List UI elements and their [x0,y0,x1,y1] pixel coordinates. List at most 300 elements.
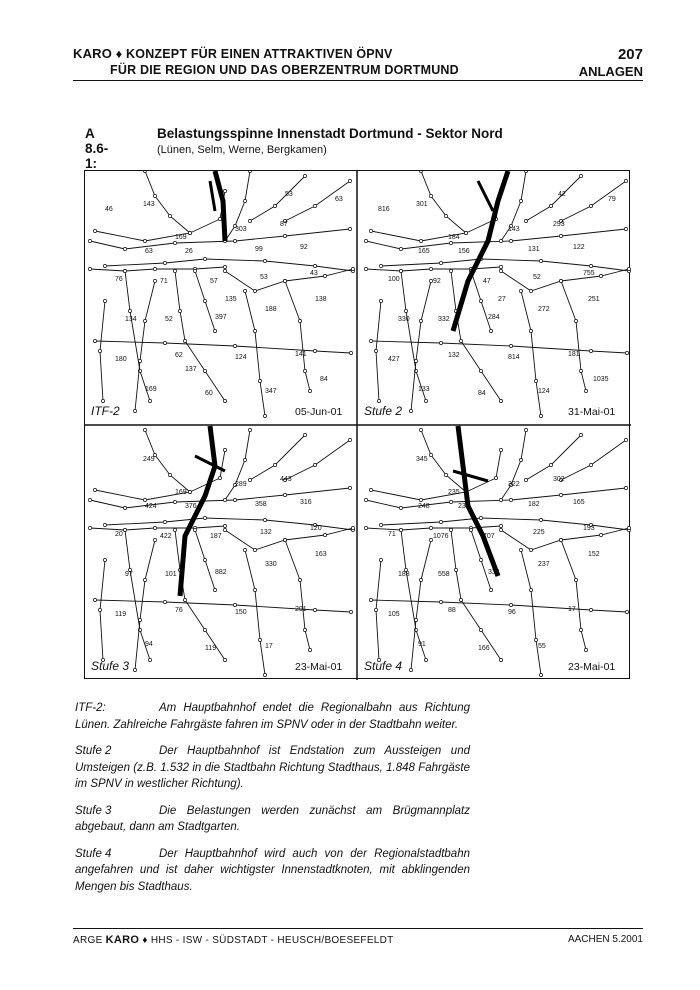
load-value: 358 [255,501,267,508]
load-value: 97 [125,571,133,578]
stop-marker [303,369,306,372]
stop-marker [303,628,306,631]
load-value: 235 [448,489,460,496]
stop-marker [263,259,266,262]
stop-marker [579,433,582,436]
load-value: 132 [448,352,460,359]
stop-marker [574,319,577,322]
route-line [95,341,351,353]
route-line [421,171,466,233]
stop-marker [579,369,582,372]
panel-label: Stufe 2 [364,404,403,418]
stop-marker [203,558,206,561]
stop-marker [133,409,136,412]
stop-marker [539,259,542,262]
stop-marker [524,171,527,173]
header-line1: KONZEPT FÜR EINEN ATTRAKTIVEN ÖPNV [126,47,393,61]
load-value: 169 [145,386,157,393]
stop-marker [351,267,354,270]
stop-marker [539,414,542,417]
stop-marker [351,526,354,529]
route-line [250,435,305,480]
stop-marker [479,516,482,519]
figure-title: Belastungsspinne Innenstadt Dortmund - Sektor Nord [157,126,503,141]
note-stufe4: Stufe 4 Der Hauptbahnhof wird auch von der Regionalstadtbahn angefahren und ist daher wichtigster Innenstadtknoten, mit abklingenden Mengen bis Stadthaus. [75,847,470,893]
stop-marker [313,204,316,207]
stop-marker [178,309,181,312]
stop-marker [188,490,191,493]
stop-marker [283,279,286,282]
stop-marker [399,506,402,509]
route-line [285,440,350,480]
stop-marker [123,269,126,272]
note-stufe3: Stufe 3 Die Belastungen werden zunächst am Brügmannplatz abgebaut, dann am Stadtgarten. [75,804,470,833]
load-value: 76 [175,607,183,614]
load-value: 26 [185,248,193,255]
load-value: 92 [433,278,441,285]
load-value: 133 [418,386,430,393]
panel-date: 05-Jun-01 [295,406,343,418]
stop-marker [379,523,382,526]
stop-marker [193,269,196,272]
stop-marker [549,204,552,207]
stop-marker [163,520,166,523]
stop-marker [364,526,367,529]
stop-marker [103,558,106,561]
load-value: 284 [488,314,500,321]
stop-marker [313,264,316,267]
stop-marker [509,344,512,347]
stop-marker [138,618,141,621]
note-itf2: ITF-2: Am Hauptbahnhof endet die Regionalbahn aus Richtung Lünen. Zahlreiche Fahrgäste fahren im SPNV oder in der Stadtbahn weiter. [75,702,470,731]
stop-marker [429,453,432,456]
load-value: 92 [300,244,308,251]
stop-marker [479,558,482,561]
stop-marker [534,638,537,641]
footer-date: AACHEN 5.2001 [567,934,643,945]
load-value: 230 [458,503,470,510]
stop-marker [599,274,602,277]
stop-marker [183,598,186,601]
route-line [225,528,353,550]
stop-marker [253,588,256,591]
load-value: 137 [185,366,197,373]
stop-marker [579,628,582,631]
stop-marker [143,319,146,322]
stop-marker [233,239,236,242]
load-value: 166 [478,645,490,652]
load-value: 193 [583,525,595,532]
route-line [366,229,626,249]
heavy-load-line [195,456,225,471]
load-value: 122 [573,244,585,251]
stop-marker [399,269,402,272]
stop-marker [627,526,630,529]
stop-marker [348,227,351,230]
route-line [451,530,501,660]
heavy-load-line [478,181,493,211]
stop-marker [584,648,587,651]
map-panel [88,171,354,418]
load-value: 20 [115,531,123,538]
load-value: 427 [388,356,400,363]
load-value: 53 [285,191,293,198]
stop-marker [298,578,301,581]
stop-marker [439,261,442,264]
stop-marker [243,548,246,551]
stop-marker [349,610,352,613]
route-line [371,450,501,500]
stop-marker [364,239,367,242]
load-value: 53 [260,274,268,281]
stop-marker [374,349,377,352]
stop-marker [369,229,372,232]
stop-marker [223,528,226,531]
stop-marker [625,610,628,613]
stop-marker [223,265,226,268]
load-value: 163 [315,551,327,558]
load-value: 182 [528,501,540,508]
stop-marker [148,399,151,402]
stop-marker [138,359,141,362]
stop-marker [123,247,126,250]
load-value: 707 [483,533,495,540]
stop-marker [258,379,261,382]
stop-marker [559,279,562,282]
stop-marker [379,299,382,302]
load-value: 248 [418,503,430,510]
stop-marker [223,498,226,501]
load-value: 422 [160,533,172,540]
section-label: ANLAGEN [578,64,643,79]
stop-marker [168,214,171,217]
stop-marker [539,673,542,676]
stop-marker [444,473,447,476]
load-value: 237 [538,561,550,568]
stop-marker [93,598,96,601]
stop-marker [88,498,91,501]
stop-marker [539,518,542,521]
stop-marker [298,319,301,322]
footer-rule [73,928,643,929]
stop-marker [479,628,482,631]
stop-marker [188,231,191,234]
stop-marker [233,498,236,501]
load-value: 84 [320,376,328,383]
load-value: 79 [608,196,616,203]
stop-marker [308,648,311,651]
stop-marker [349,351,352,354]
route-line [135,540,155,670]
map-panel [88,426,354,677]
route-line [245,550,265,675]
load-value: 60 [205,390,213,397]
stop-marker [248,428,251,431]
load-value: 71 [160,278,168,285]
stop-marker [203,369,206,372]
stop-marker [589,264,592,267]
load-value: 188 [398,571,410,578]
route-line [225,430,250,500]
stop-marker [529,548,532,551]
stop-marker [243,458,246,461]
stop-marker [168,473,171,476]
stop-marker [93,229,96,232]
stop-marker [213,329,216,332]
stop-marker [414,359,417,362]
stop-marker [348,438,351,441]
load-value: 119 [115,611,127,618]
diamond-icon: ♦ [142,935,148,946]
stop-marker [549,463,552,466]
stop-marker [323,274,326,277]
stop-marker [248,219,251,222]
route-line [561,540,586,650]
stop-marker [173,500,176,503]
load-value: 272 [538,306,550,313]
stop-marker [529,289,532,292]
load-value: 293 [553,221,565,228]
panel-date: 23-Mai-01 [568,661,616,673]
stop-marker [499,528,502,531]
route-line [561,181,626,221]
stop-marker [519,458,522,461]
load-value: 143 [143,201,155,208]
load-value: 249 [143,456,155,463]
stop-marker [203,628,206,631]
stop-marker [494,476,497,479]
figure-subtitle: (Lünen, Selm, Werne, Bergkamen) [157,144,327,156]
load-value: 443 [280,476,292,483]
stop-marker [348,486,351,489]
stop-marker [459,339,462,342]
load-value: 1035 [593,376,609,383]
load-value: 187 [210,533,222,540]
note-stufe2: Stufe 2 Der Hauptbahnhof ist Endstation zum Aussteigen und Umsteigen (z.B. 1.532 in die Stadtbahn Richtung Stadthaus, 1.848 Fahrgäste im SPNV in westlicher Richtung). [75,745,470,790]
stop-marker [509,603,512,606]
stop-marker [263,518,266,521]
stop-marker [223,448,226,451]
load-value: 96 [508,609,516,616]
stop-marker [98,349,101,352]
route-line [90,267,225,271]
route-line [95,191,225,241]
stop-marker [263,414,266,417]
load-value: 141 [295,351,307,358]
route-line [561,440,626,480]
stop-marker [153,267,156,270]
stop-marker [103,299,106,302]
load-value: 63 [335,196,343,203]
stop-marker [233,603,236,606]
stop-marker [263,673,266,676]
stop-marker [88,239,91,242]
stop-marker [479,369,482,372]
load-value: 76 [115,276,123,283]
stop-marker [499,524,502,527]
stop-marker [599,533,602,536]
load-value: 816 [378,206,390,213]
load-value: 150 [235,609,247,616]
stop-marker [499,269,502,272]
stop-marker [163,600,166,603]
stop-marker [203,299,206,302]
load-value: 156 [458,248,470,255]
route-line [366,488,626,508]
stop-marker [624,438,627,441]
load-value: 330 [398,316,410,323]
route-line [285,540,310,650]
stop-marker [183,339,186,342]
stop-marker [419,171,422,173]
stop-marker [519,548,522,551]
load-value: 91 [418,641,426,648]
stop-marker [529,588,532,591]
stop-marker [489,588,492,591]
load-value: 1076 [433,533,449,540]
route-line [561,281,586,391]
stop-marker [439,520,442,523]
route-line [95,600,351,612]
route-line [371,341,627,353]
route-line [90,229,350,249]
stop-marker [534,379,537,382]
stop-marker [98,608,101,611]
stop-marker [313,349,316,352]
stop-marker [203,516,206,519]
stop-marker [499,498,502,501]
load-value: 135 [225,296,237,303]
panel-date: 23-Mai-01 [295,661,343,673]
stop-marker [243,289,246,292]
stop-marker [243,199,246,202]
stop-marker [499,399,502,402]
load-value: 301 [416,201,428,208]
stop-marker [499,265,502,268]
load-value: 345 [416,456,428,463]
header-title [73,46,459,78]
stop-marker [273,204,276,207]
stop-marker [233,344,236,347]
route-line [371,600,627,612]
load-value: 120 [310,525,322,532]
stop-marker [128,309,131,312]
footer-brand: KARO [105,934,140,946]
header-rule [73,80,643,81]
load-value: 558 [438,571,450,578]
load-value: 303 [235,226,247,233]
load-value: 119 [205,645,217,652]
load-value: 63 [145,248,153,255]
stop-marker [213,588,216,591]
notes [75,700,470,905]
load-value: 814 [508,354,520,361]
stop-marker [143,171,146,173]
load-value: 289 [235,481,247,488]
load-value: 57 [210,278,218,285]
stop-marker [419,578,422,581]
stop-marker [258,638,261,641]
load-value: 180 [115,356,127,363]
stop-marker [624,227,627,230]
stop-marker [524,478,527,481]
stop-marker [369,339,372,342]
load-value: 169 [175,234,187,241]
load-value: 143 [508,226,520,233]
stop-marker [449,241,452,244]
load-value: 165 [418,248,430,255]
route-line [175,271,225,401]
stop-marker [519,199,522,202]
figure-id: A 8.6-1: [85,126,109,171]
stop-marker [153,194,156,197]
stop-marker [627,267,630,270]
load-value: 52 [165,316,173,323]
stop-marker [143,498,146,501]
load-value: 330 [265,561,277,568]
stop-marker [253,289,256,292]
stop-marker [429,267,432,270]
map-panel [364,426,631,677]
stop-marker [283,234,286,237]
stop-marker [449,528,452,531]
route-line [285,281,310,391]
panel-label: ITF-2 [91,404,120,418]
panel-label: Stufe 4 [364,659,403,673]
load-value: 17 [568,606,576,613]
stop-marker [374,608,377,611]
stop-marker [123,528,126,531]
stop-marker [589,608,592,611]
stop-marker [173,528,176,531]
stop-marker [499,239,502,242]
stop-marker [143,239,146,242]
stop-marker [283,538,286,541]
stop-marker [589,463,592,466]
route-line [250,176,305,221]
heavy-load-line [210,181,215,211]
header-brand: KARO [73,46,113,61]
route-line [451,271,501,401]
stop-marker [253,329,256,332]
stop-marker [303,174,306,177]
header-right [579,46,643,80]
stop-marker [559,538,562,541]
stop-marker [499,448,502,451]
stop-marker [449,500,452,503]
load-value: 84 [478,390,486,397]
stop-marker [439,600,442,603]
stop-marker [489,329,492,332]
load-map-grid [85,171,631,680]
stop-marker [303,433,306,436]
route-line [411,540,431,670]
load-value: 882 [215,569,227,576]
load-value: 94 [145,641,153,648]
load-value: 132 [260,529,272,536]
stop-marker [429,526,432,529]
load-value: 347 [265,388,277,395]
stop-marker [584,389,587,392]
load-value: 424 [145,503,157,510]
stop-marker [173,269,176,272]
stop-marker [574,578,577,581]
stop-marker [153,538,156,541]
load-value: 134 [125,316,137,323]
stop-marker [313,463,316,466]
stop-marker [454,568,457,571]
stop-marker [464,231,467,234]
